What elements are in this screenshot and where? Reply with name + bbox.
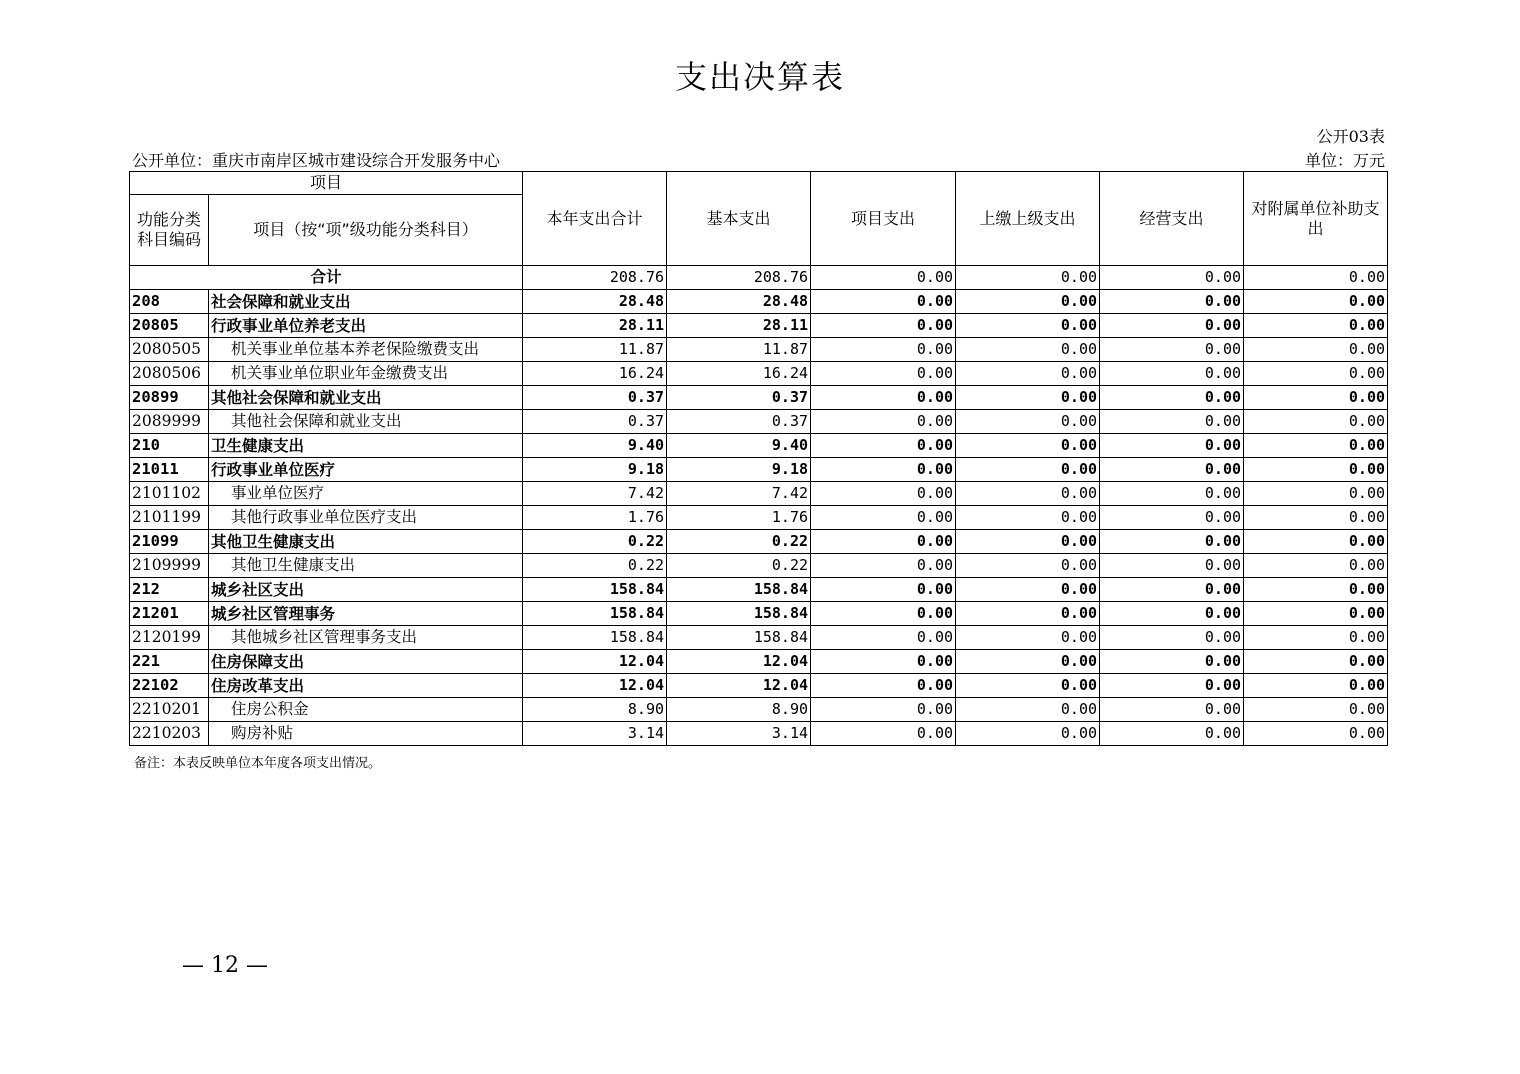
row-name: 其他行政事业单位医疗支出 xyxy=(209,506,523,530)
footnote: 备注：本表反映单位本年度各项支出情况。 xyxy=(134,756,382,771)
row-name: 其他社会保障和就业支出 xyxy=(209,410,523,434)
row-value: 9.40 xyxy=(523,434,667,458)
row-value: 0.00 xyxy=(811,506,956,530)
header-total-expenditure: 本年支出合计 xyxy=(523,172,667,266)
row-code: 210 xyxy=(130,434,209,458)
row-value: 158.84 xyxy=(523,626,667,650)
row-name: 其他城乡社区管理事务支出 xyxy=(209,626,523,650)
table-row xyxy=(130,554,1388,578)
row-value: 0.00 xyxy=(811,674,956,698)
row-name: 住房保障支出 xyxy=(209,650,523,674)
header-project-expenditure: 项目支出 xyxy=(811,172,956,266)
table-row xyxy=(130,506,1388,530)
row-name: 购房补贴 xyxy=(209,722,523,746)
page-number: — 12 — xyxy=(182,953,268,978)
row-value: 0.00 xyxy=(956,314,1100,338)
row-name: 其他社会保障和就业支出 xyxy=(209,386,523,410)
total-value: 208.76 xyxy=(523,266,667,290)
row-value: 158.84 xyxy=(667,602,811,626)
unit-line xyxy=(132,148,1385,171)
row-value: 0.00 xyxy=(811,482,956,506)
row-value: 0.00 xyxy=(1244,578,1388,602)
table-row xyxy=(130,626,1388,650)
row-name: 其他卫生健康支出 xyxy=(209,554,523,578)
row-value: 9.18 xyxy=(667,458,811,482)
table-row xyxy=(130,674,1388,698)
header-code: 功能分类科目编码 xyxy=(130,195,209,266)
table-row xyxy=(130,458,1388,482)
row-value: 0.00 xyxy=(1244,362,1388,386)
row-code: 2080506 xyxy=(130,362,209,386)
row-code: 20899 xyxy=(130,386,209,410)
total-value: 0.00 xyxy=(811,266,956,290)
row-value: 0.00 xyxy=(1100,674,1244,698)
row-code: 20805 xyxy=(130,314,209,338)
row-value: 0.00 xyxy=(1100,650,1244,674)
row-value: 0.22 xyxy=(667,530,811,554)
row-value: 0.00 xyxy=(1244,434,1388,458)
table-row xyxy=(130,386,1388,410)
row-value: 0.22 xyxy=(667,554,811,578)
row-value: 0.00 xyxy=(811,650,956,674)
header-subsidy-expenditure: 对附属单位补助支出 xyxy=(1244,172,1388,266)
row-value: 0.00 xyxy=(811,314,956,338)
row-value: 0.00 xyxy=(811,722,956,746)
row-code: 2101199 xyxy=(130,506,209,530)
expenditure-table xyxy=(129,171,1388,746)
row-value: 0.00 xyxy=(1244,338,1388,362)
row-name: 行政事业单位医疗 xyxy=(209,458,523,482)
row-value: 0.00 xyxy=(1244,290,1388,314)
row-value: 0.00 xyxy=(811,554,956,578)
row-value: 0.00 xyxy=(956,482,1100,506)
table-row xyxy=(130,722,1388,746)
row-value: 0.00 xyxy=(1244,506,1388,530)
row-code: 21099 xyxy=(130,530,209,554)
row-value: 0.00 xyxy=(1244,722,1388,746)
row-value: 0.37 xyxy=(523,410,667,434)
row-code: 221 xyxy=(130,650,209,674)
row-value: 158.84 xyxy=(667,578,811,602)
row-value: 3.14 xyxy=(523,722,667,746)
table-row xyxy=(130,650,1388,674)
row-value: 0.00 xyxy=(956,554,1100,578)
row-value: 0.00 xyxy=(1244,530,1388,554)
row-value: 158.84 xyxy=(523,578,667,602)
row-name: 机关事业单位职业年金缴费支出 xyxy=(209,362,523,386)
row-value: 0.00 xyxy=(956,386,1100,410)
row-value: 0.00 xyxy=(1100,290,1244,314)
row-value: 0.00 xyxy=(1100,410,1244,434)
row-value: 16.24 xyxy=(523,362,667,386)
header-basic-expenditure: 基本支出 xyxy=(667,172,811,266)
row-code: 2109999 xyxy=(130,554,209,578)
row-code: 212 xyxy=(130,578,209,602)
row-value: 0.00 xyxy=(956,410,1100,434)
row-value: 8.90 xyxy=(523,698,667,722)
row-name: 卫生健康支出 xyxy=(209,434,523,458)
form-number: 公开03表 xyxy=(1316,127,1385,146)
table-row xyxy=(130,530,1388,554)
row-value: 0.00 xyxy=(1244,410,1388,434)
row-value: 0.00 xyxy=(1100,578,1244,602)
row-code: 2210203 xyxy=(130,722,209,746)
row-code: 208 xyxy=(130,290,209,314)
total-value: 208.76 xyxy=(667,266,811,290)
row-value: 0.00 xyxy=(956,458,1100,482)
row-value: 0.00 xyxy=(1100,722,1244,746)
row-value: 0.00 xyxy=(811,362,956,386)
row-value: 0.22 xyxy=(523,554,667,578)
reporting-unit: 公开单位：重庆市南岸区城市建设综合开发服务中心 xyxy=(132,151,501,170)
row-value: 0.37 xyxy=(667,386,811,410)
row-value: 28.48 xyxy=(523,290,667,314)
row-value: 0.00 xyxy=(811,410,956,434)
row-code: 21201 xyxy=(130,602,209,626)
row-value: 0.00 xyxy=(956,434,1100,458)
row-name: 城乡社区管理事务 xyxy=(209,602,523,626)
row-value: 9.40 xyxy=(667,434,811,458)
total-value: 0.00 xyxy=(1244,266,1388,290)
total-value: 0.00 xyxy=(1100,266,1244,290)
row-value: 0.00 xyxy=(1100,362,1244,386)
row-name: 事业单位医疗 xyxy=(209,482,523,506)
row-value: 0.00 xyxy=(956,506,1100,530)
row-value: 12.04 xyxy=(667,650,811,674)
row-value: 11.87 xyxy=(667,338,811,362)
row-value: 12.04 xyxy=(667,674,811,698)
row-code: 2089999 xyxy=(130,410,209,434)
row-value: 0.00 xyxy=(1244,674,1388,698)
row-value: 28.11 xyxy=(523,314,667,338)
row-value: 0.00 xyxy=(1100,626,1244,650)
total-value: 0.00 xyxy=(956,266,1100,290)
row-value: 0.00 xyxy=(811,338,956,362)
total-label: 合计 xyxy=(130,266,523,290)
row-value: 0.00 xyxy=(1100,554,1244,578)
row-value: 7.42 xyxy=(667,482,811,506)
page-title: 支出决算表 xyxy=(674,58,845,96)
row-value: 0.00 xyxy=(1244,626,1388,650)
row-value: 158.84 xyxy=(523,602,667,626)
table-row xyxy=(130,362,1388,386)
row-value: 0.00 xyxy=(956,290,1100,314)
row-value: 0.00 xyxy=(1100,506,1244,530)
currency-unit: 单位：万元 xyxy=(1304,151,1385,170)
row-value: 0.37 xyxy=(667,410,811,434)
row-value: 0.00 xyxy=(956,674,1100,698)
table-row xyxy=(130,314,1388,338)
row-value: 0.00 xyxy=(811,602,956,626)
row-value: 0.37 xyxy=(523,386,667,410)
row-name: 住房改革支出 xyxy=(209,674,523,698)
row-value: 3.14 xyxy=(667,722,811,746)
row-value: 0.00 xyxy=(811,626,956,650)
table-row xyxy=(130,602,1388,626)
row-value: 16.24 xyxy=(667,362,811,386)
row-code: 2210201 xyxy=(130,698,209,722)
row-value: 0.00 xyxy=(956,626,1100,650)
row-value: 0.00 xyxy=(1244,602,1388,626)
row-value: 0.00 xyxy=(956,530,1100,554)
row-code: 2080505 xyxy=(130,338,209,362)
row-code: 21011 xyxy=(130,458,209,482)
row-value: 0.00 xyxy=(956,722,1100,746)
row-value: 0.00 xyxy=(1244,386,1388,410)
row-value: 0.00 xyxy=(1100,386,1244,410)
table-row xyxy=(130,482,1388,506)
row-value: 0.00 xyxy=(956,602,1100,626)
header-name: 项目（按“项”级功能分类科目） xyxy=(209,195,523,266)
row-value: 0.00 xyxy=(1244,698,1388,722)
row-value: 0.00 xyxy=(1244,314,1388,338)
row-value: 7.42 xyxy=(523,482,667,506)
total-row xyxy=(130,266,1388,290)
row-value: 0.00 xyxy=(1100,530,1244,554)
row-value: 0.00 xyxy=(1244,650,1388,674)
row-value: 158.84 xyxy=(667,626,811,650)
row-value: 0.00 xyxy=(811,698,956,722)
row-value: 0.00 xyxy=(811,530,956,554)
header-remit-expenditure: 上缴上级支出 xyxy=(956,172,1100,266)
table-row xyxy=(130,434,1388,458)
row-value: 0.00 xyxy=(811,458,956,482)
table-row xyxy=(130,578,1388,602)
row-value: 0.00 xyxy=(1100,314,1244,338)
row-value: 0.00 xyxy=(956,698,1100,722)
row-value: 0.00 xyxy=(811,434,956,458)
row-value: 0.00 xyxy=(1100,434,1244,458)
row-value: 0.00 xyxy=(1244,482,1388,506)
row-value: 0.00 xyxy=(1100,698,1244,722)
row-name: 行政事业单位养老支出 xyxy=(209,314,523,338)
row-value: 0.00 xyxy=(1244,458,1388,482)
row-value: 0.00 xyxy=(1100,482,1244,506)
row-value: 12.04 xyxy=(523,650,667,674)
row-name: 其他卫生健康支出 xyxy=(209,530,523,554)
row-value: 8.90 xyxy=(667,698,811,722)
row-name: 机关事业单位基本养老保险缴费支出 xyxy=(209,338,523,362)
row-value: 0.00 xyxy=(956,650,1100,674)
row-code: 2120199 xyxy=(130,626,209,650)
row-code: 2101102 xyxy=(130,482,209,506)
row-value: 1.76 xyxy=(667,506,811,530)
row-value: 1.76 xyxy=(523,506,667,530)
table-row xyxy=(130,410,1388,434)
row-value: 0.00 xyxy=(811,290,956,314)
header-item-group: 项目 xyxy=(130,172,523,195)
row-value: 0.00 xyxy=(811,386,956,410)
table-row xyxy=(130,698,1388,722)
row-value: 0.00 xyxy=(956,578,1100,602)
row-value: 0.00 xyxy=(1100,338,1244,362)
row-name: 城乡社区支出 xyxy=(209,578,523,602)
row-name: 社会保障和就业支出 xyxy=(209,290,523,314)
row-value: 0.22 xyxy=(523,530,667,554)
row-value: 0.00 xyxy=(1100,602,1244,626)
table-row xyxy=(130,338,1388,362)
table-row xyxy=(130,290,1388,314)
row-value: 11.87 xyxy=(523,338,667,362)
row-value: 9.18 xyxy=(523,458,667,482)
row-value: 0.00 xyxy=(956,338,1100,362)
row-value: 0.00 xyxy=(1244,554,1388,578)
header-operating-expenditure: 经营支出 xyxy=(1100,172,1244,266)
row-value: 12.04 xyxy=(523,674,667,698)
row-value: 28.48 xyxy=(667,290,811,314)
row-value: 0.00 xyxy=(811,578,956,602)
row-value: 0.00 xyxy=(956,362,1100,386)
row-value: 0.00 xyxy=(1100,458,1244,482)
row-value: 28.11 xyxy=(667,314,811,338)
row-code: 22102 xyxy=(130,674,209,698)
row-name: 住房公积金 xyxy=(209,698,523,722)
